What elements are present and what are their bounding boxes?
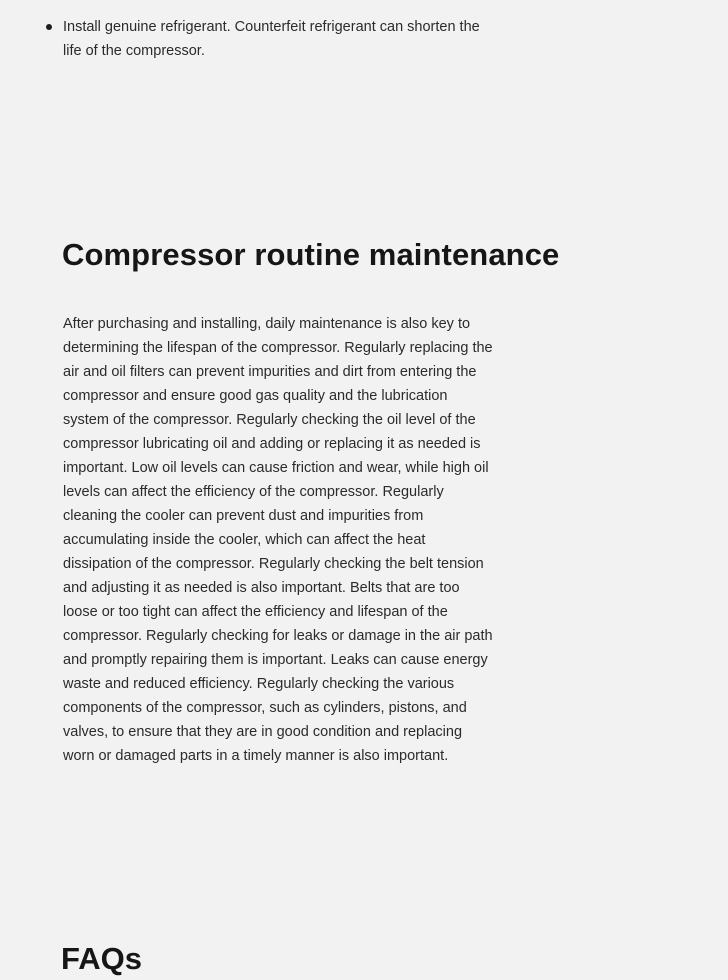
intro-bullet-list <box>63 15 493 63</box>
list-item-text: Install genuine refrigerant. Counterfeit refrigerant can shorten the life of the compressor. <box>63 19 480 59</box>
bullet-icon <box>46 24 52 30</box>
faq-heading: FAQs <box>61 941 142 976</box>
list-item <box>63 15 493 63</box>
section-paragraph: After purchasing and installing, daily maintenance is also key to determining the lifespan of the compressor. Regularly replacing the air and oil filters can prevent impurities and dirt from entering the compressor and ensure good gas quality and the lubrication system of the compressor. Regularly checking the oil level of the compressor lubricating oil and adding or replacing it as needed is important. Low oil levels can cause friction and wear, while high oil levels can affect the efficiency of the compressor. Regularly cleaning the cooler can prevent dust and impurities from accumulating inside the cooler, which can affect the heat dissipation of the compressor. Regularly checking the belt tension and adjusting it as needed is also important. Belts that are too loose or too tight can affect the efficiency and lifespan of the compressor. Regularly checking for leaks or damage in the air path and promptly repairing them is important. Leaks can cause energy waste and reduced efficiency. Regularly checking the various components of the compressor, such as cylinders, pistons, and valves, to ensure that they are in good condition and replacing worn or damaged parts in a timely manner is also important. <box>63 316 493 764</box>
section-heading: Compressor routine maintenance <box>62 237 560 272</box>
